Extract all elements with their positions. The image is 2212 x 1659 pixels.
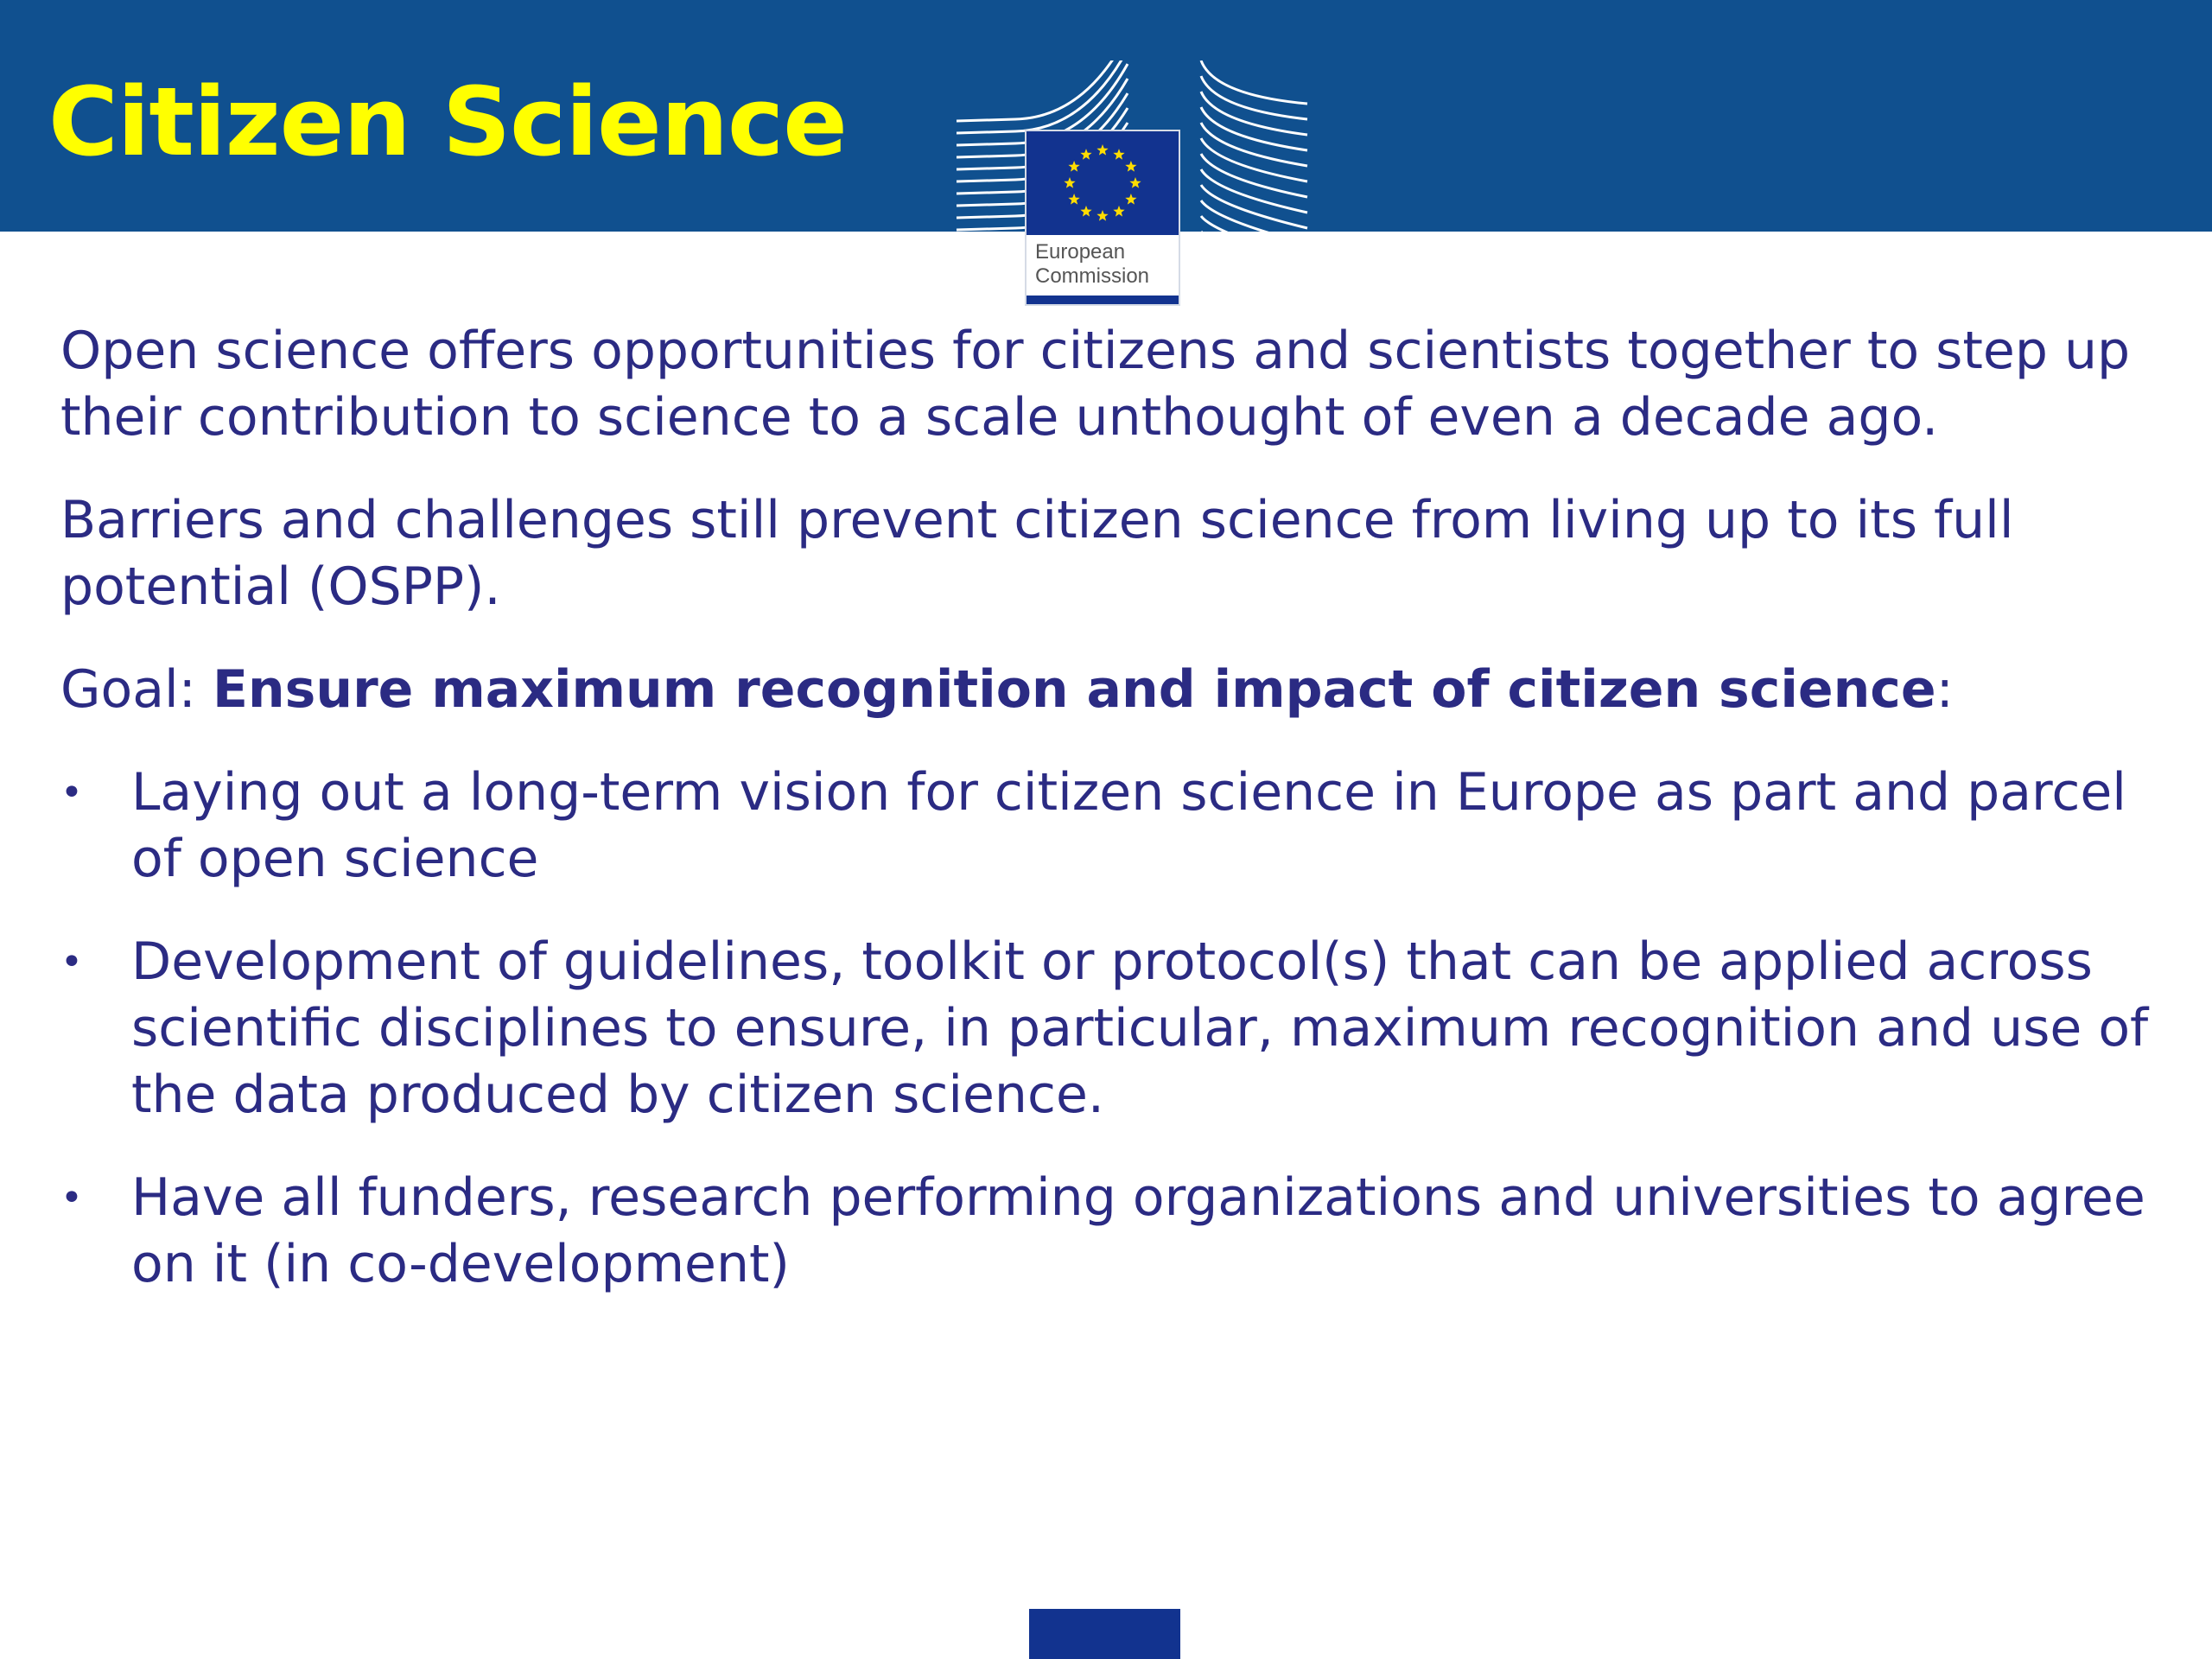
stripe — [1201, 107, 1307, 150]
logo-text-line1: European — [1035, 240, 1126, 264]
bullet-icon: • — [60, 1176, 83, 1220]
eu-flag-icon — [1027, 131, 1179, 235]
logo-emblem — [1027, 131, 1179, 304]
bullet-icon: • — [60, 771, 83, 815]
list-item — [60, 1165, 2160, 1298]
goal-prefix: Goal: — [60, 659, 213, 720]
logo-bottom-bar — [1027, 296, 1179, 304]
goal-statement — [60, 657, 2160, 723]
stripe — [1201, 76, 1307, 119]
stripe — [957, 60, 1128, 121]
building-stripes-right — [1201, 60, 1307, 290]
bullet-icon: • — [60, 940, 83, 984]
list-item — [60, 929, 2160, 1128]
goal-suffix: : — [1936, 659, 1954, 720]
stripe — [1201, 92, 1307, 135]
paragraph-barriers: Barriers and challenges still prevent citizen science from living up to its full potential (OSPP). — [60, 490, 2014, 617]
footer-tab — [1029, 1609, 1180, 1659]
list-item-text: Development of guidelines, toolkit or protocol(s) that can be applied across scientific disciplines to ensure, in particular, maximum recognition and use of the data produced by citizen science. — [131, 931, 2149, 1125]
stripe — [1201, 232, 1307, 275]
stripe — [1201, 216, 1307, 259]
slide-body — [60, 318, 2160, 1334]
stripe — [1201, 154, 1307, 197]
list-item — [60, 760, 2160, 893]
paragraph-open-science: Open science offers opportunities for citizens and scientists together to step up their contribution to science to a scale unthought of even a decade ago. — [60, 321, 2131, 448]
stripe — [1201, 123, 1307, 166]
logo-text — [1035, 240, 1173, 289]
goal-emphasis: Ensure maximum recognition and impact of citizen science — [212, 659, 1936, 720]
list-item-text: Have all funders, research performing organizations and universities to agree on it (in co-development) — [131, 1167, 2145, 1294]
logo-text-line2: Commission — [1035, 264, 1150, 288]
slide-title: Citizen Science — [48, 67, 847, 177]
stripe — [1201, 185, 1307, 228]
list-item-text: Laying out a long-term vision for citizen science in Europe as part and parcel of open science — [131, 762, 2126, 889]
stripe — [1201, 200, 1307, 244]
stripe — [1201, 60, 1307, 104]
stripe — [1201, 169, 1307, 213]
stripe — [1201, 138, 1307, 181]
goal-bullet-list — [60, 760, 2160, 1298]
stripe — [957, 60, 1128, 133]
